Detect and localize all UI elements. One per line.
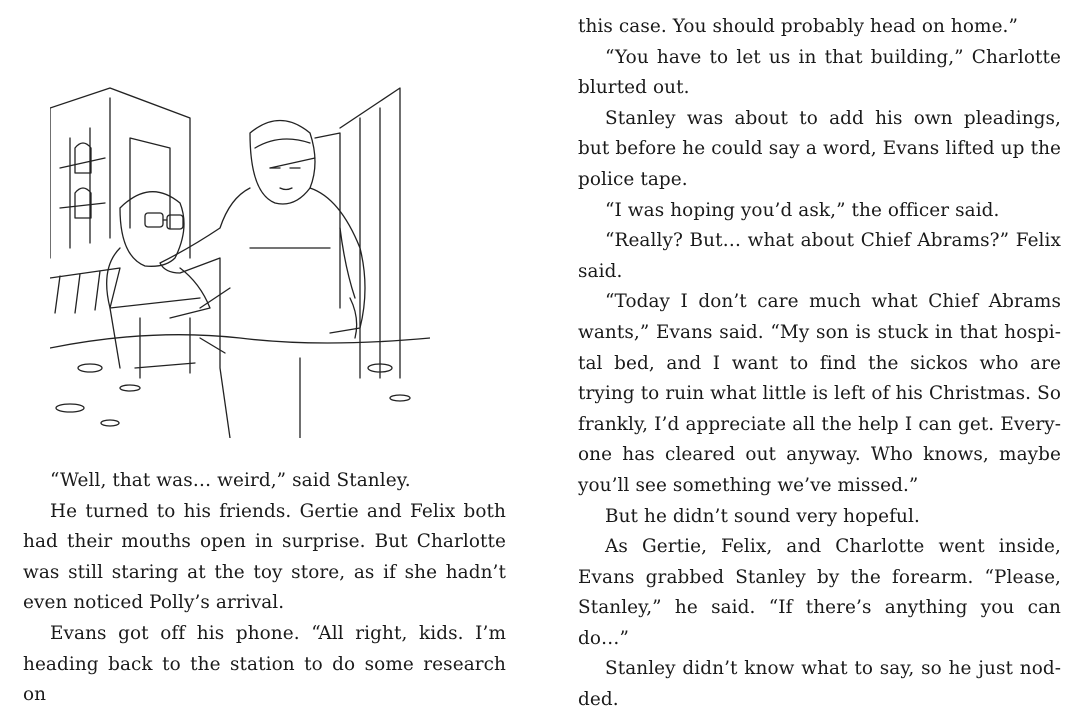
paragraph: “Today I don’t care much what Chief Abrams wants,” Evans said. “My son is stuck in that hospital bed, and I want to find the sickos who are trying to ruin what little is left of his Christmas. So frankly, I’d appreciate all the help I can get. Everyone has cleared out anyway. Who knows, maybe you’ll see something we’ve missed.”: [578, 291, 1061, 496]
paragraph: “Well, that was… weird,” said Stanley.: [50, 470, 411, 491]
paragraph: Evans got off his phone. “All right, kids. I’m heading back to the station to do some research on: [23, 622, 506, 706]
paragraph: Stanley didn’t know what to say, so he just nodded.: [578, 658, 1061, 711]
paragraph: “Really? But… what about Chief Abrams?” Felix said.: [578, 230, 1061, 282]
right-column: [578, 0, 1061, 711]
paragraph: “You have to let us in that building,” Charlotte blurted out.: [578, 46, 1061, 99]
left-column: [23, 0, 506, 706]
paragraph: “I was hoping you’d ask,” the officer said.: [605, 199, 1000, 221]
paragraph: He turned to his friends. Gertie and Felix both had their mouths open in surprise. But Charlotte was still staring at the toy store, as if she hadn’t even noticed Polly’s arrival.: [23, 500, 506, 614]
paragraph: But he didn’t sound very hopeful.: [605, 505, 920, 527]
paragraph: this case. You should probably head on home.”: [578, 16, 1019, 37]
paragraph: As Gertie, Felix, and Charlotte went inside, Evans grabbed Stanley by the forearm. “Please, Stanley,” he said. “If there’s anything you can do…”: [578, 536, 1061, 649]
left-text-block: [23, 466, 506, 711]
paragraph: Stanley was about to add his own pleadings, but before he could say a word, Evans lifted up the police tape.: [578, 107, 1061, 190]
